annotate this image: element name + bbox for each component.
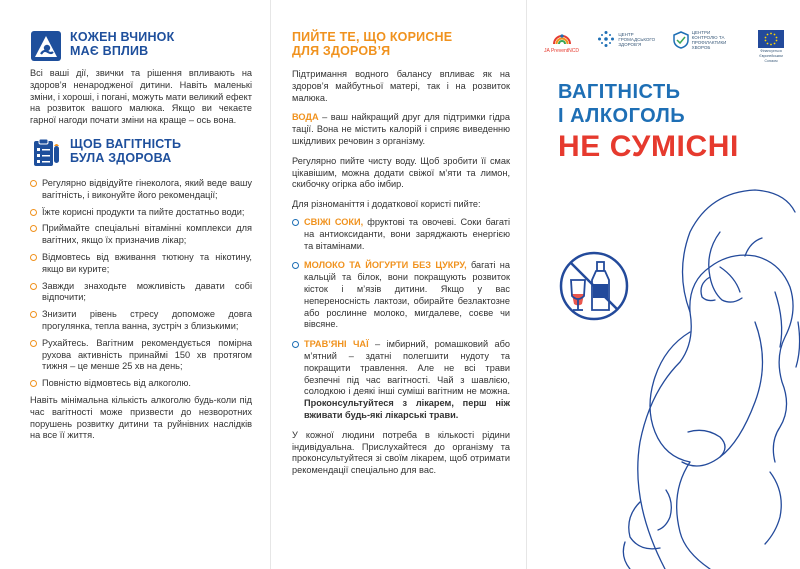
variety-intro-text: Для різноманіття і додаткової користі пийте: — [292, 199, 481, 210]
drinks-list — [292, 217, 510, 422]
individual-needs-text: У кожної людини потреба в кількості рідини індивідуальна. Прислухайтеся до організму та проконсультуйтеся зі своїм лікарем, щоб отримати рекомендації спеціально для вас. — [292, 429, 510, 476]
alcohol-warning-text: Навіть мінімальна кількість алкоголю будь-коли під час вагітності може призвести до незворотних порушень розвитку дитини та руйнівних наслідків на все її життя. — [30, 394, 252, 441]
list-item: Відмовтесь від вживання тютюну та нікотину, якщо ви курите; — [30, 252, 252, 276]
drink-section-title — [292, 30, 510, 58]
title-line-2: І АЛКОГОЛЬ — [558, 105, 686, 127]
partner-logos — [544, 30, 788, 64]
public-health-center-logo: ЦЕНТР ГРОМАДСЬКОГО ЗДОРОВ’Я — [597, 30, 654, 48]
no-alcohol-sign-icon — [558, 250, 630, 322]
clean-water-text: Регулярно пийте чисту воду. Щоб зробити її смак цікавішим, можна додати свіжої м’яти та лимон, скибочку огірка або імбир. — [292, 155, 510, 190]
list-item: ТРАВ’ЯНІ ЧАЇ – імбирний, ромашковий або м’ятний – здатні полегшити нудоту та покращити травлення. Але не всі трави безпечні під час вагітності. Чай з шавлією, солодкою і деякі інші суміші вагітним не можна. Проконсультуйтеся з лікарем, перш ніж вживати будь-які лікарські трави. — [292, 339, 510, 422]
list-item: МОЛОКО ТА ЙОГУРТИ БЕЗ ЦУКРУ, багаті на кальцій та білок, вони покращують розвиток кісток і м’язів дитини. Якщо у вас непереносність лактози, обирайте безлактозне або рослинне молоко, мигдалеве, соєве чи вівсяне. — [292, 260, 510, 331]
list-item: Регулярно відвідуйте гінеколога, який веде вашу вагітність, і виконуйте його рекомендації; — [30, 178, 252, 202]
section-every-action-title — [70, 30, 174, 58]
section-healthy-title — [70, 137, 181, 165]
fold-divider — [526, 0, 527, 569]
cover-title-incompatible: НЕ СУМІСНІ — [558, 130, 739, 163]
healthy-tips-list — [30, 178, 252, 390]
bullet-ring-icon — [30, 380, 37, 387]
section-every-action-header — [30, 30, 252, 62]
bullet-ring-icon — [30, 340, 37, 347]
list-item: Їжте корисні продукти та пийте достатньо води; — [30, 207, 252, 219]
shield-icon — [673, 31, 689, 49]
list-item: Рухайтесь. Вагітним рекомендується помірна рухова активність принаймі 150 хв протягом тижня – це менше 25 хв на день; — [30, 338, 252, 373]
middle-panel — [276, 0, 522, 569]
fold-divider — [270, 0, 271, 569]
bullet-ring-icon — [292, 341, 299, 348]
list-item: Знизити рівень стресу допоможе довга прогулянка, тепла ванна, зустріч з близькими; — [30, 309, 252, 333]
cdc-ukraine-logo: ЦЕНТРИ КОНТРОЛЮ ТА ПРОФІЛАКТИКИ ХВОРОБ — [673, 30, 736, 50]
title-line-1: КОЖЕН ВЧИНОК — [70, 30, 175, 44]
section-healthy-header — [30, 137, 252, 169]
list-item: Завжди знаходьте можливість давати собі відпочити; — [30, 281, 252, 305]
ja-preventncd-logo: JA PreventNCD — [544, 30, 579, 54]
water-balance-text: Підтримання водного балансу впливає як на здоров’я майбутньої матері, так і на розвиток малюка. — [292, 69, 510, 103]
cover-title-top — [558, 80, 685, 128]
bullet-ring-icon — [30, 283, 37, 290]
clipboard-checklist-icon — [30, 137, 62, 169]
ja-preventncd-icon — [551, 30, 573, 48]
every-action-text: Всі ваші дії, звички та рішення впливають на здоров’я ненародженої дитини. Навіть маленькі зміни, і хороші, і погані, можуть мати великий ефект на розвиток вашого малюка. Якщо ви чекаєте гарної нагоди почати зміни на краще – ось вона. — [30, 68, 252, 126]
eu-flag-icon — [758, 30, 784, 48]
bullet-ring-icon — [30, 180, 37, 187]
list-item: Приймайте спеціальні вітамінні комплекси для вагітних, якщо їх призначив лікар; — [30, 223, 252, 247]
bullet-ring-icon — [30, 225, 37, 232]
water-paragraph: ВОДА – ваш найкращий друг для підтримки гідра тації. Вона не містить калорій і сприяє виведенню шкідливих речовин з організму. — [292, 112, 510, 146]
list-item: Повністю відмовтесь від алкоголю. — [30, 378, 252, 390]
title-line-1: ВАГІТНІСТЬ — [558, 81, 681, 103]
title-line-1: ПИЙТЕ ТЕ, ЩО КОРИСНЕ — [292, 30, 453, 44]
bullet-ring-icon — [30, 254, 37, 261]
title-line-2: ДЛЯ ЗДОРОВ’Я — [292, 44, 391, 58]
bullet-ring-icon — [30, 209, 37, 216]
water-keyword: ВОДА — [292, 112, 319, 123]
bullet-ring-icon — [292, 262, 299, 269]
ultrasound-baby-icon — [30, 30, 62, 62]
bullet-ring-icon — [292, 219, 299, 226]
left-panel — [0, 0, 266, 569]
bullet-ring-icon — [30, 311, 37, 318]
title-line-2: МАЄ ВПЛИВ — [70, 44, 149, 58]
title-line-2: БУЛА ЗДОРОВА — [70, 150, 172, 165]
title-line-1: ЩОБ ВАГІТНІСТЬ — [70, 136, 182, 151]
public-health-cross-icon — [597, 30, 615, 48]
pregnant-woman-line-illustration — [570, 172, 800, 569]
list-item: СВІЖІ СОКИ, фруктові та овочеві. Соки багаті на антиоксиданти, вони заряджають енергією та вітамінами. — [292, 217, 510, 252]
eu-funding-logo: Фінансується Європейським Союзом — [754, 30, 788, 64]
cover-panel — [530, 0, 800, 569]
